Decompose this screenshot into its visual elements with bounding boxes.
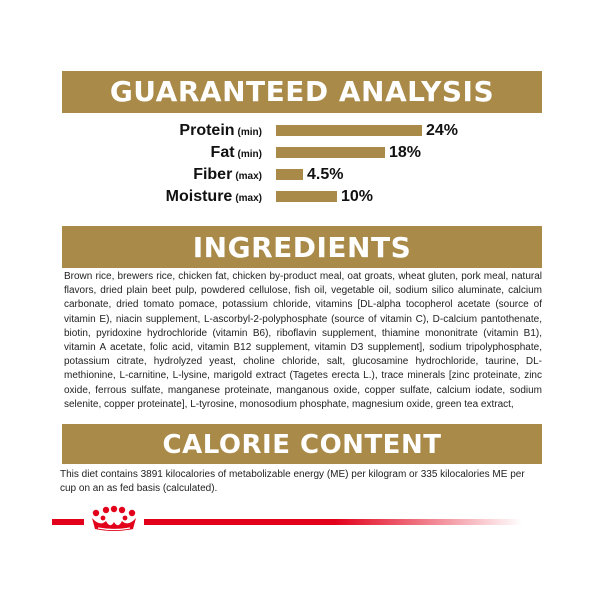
nutrient-label: Fiber (max) <box>193 166 262 183</box>
guaranteed-analysis-heading: GUARANTEED ANALYSIS <box>62 71 542 113</box>
ingredients-heading: INGREDIENTS <box>62 226 542 268</box>
nutrient-bar <box>276 125 422 136</box>
nutrient-label: Protein (min) <box>179 122 262 139</box>
calorie-content-text: This diet contains 3891 kilocalories of metabolizable energy (ME) per kilogram or 335 kilocalories ME per cup on an as fed basis (calculated). <box>60 469 525 494</box>
nutrient-value: 18% <box>389 144 422 161</box>
nutrient-value: 24% <box>426 122 459 139</box>
nutrient-value: 10% <box>341 188 374 205</box>
nutrient-row-protein <box>0 120 600 142</box>
nutrient-row-moisture <box>0 186 600 208</box>
nutrient-value: 4.5% <box>307 166 344 183</box>
royal-canin-crown-icon <box>84 505 144 535</box>
ingredients-text: Brown rice, brewers rice, chicken fat, chicken by-product meal, oat groats, wheat gluten, pork meal, natural flavors, dried plain beet pulp, powdered cellulose, fish oil, vegetable oil, sodium silico aluminate, calcium carbonate, dried tomato pomace, potassium chloride, vitamins [DL-alpha tocopherol acetate (source of vitamin E), niacin supplement, L-ascorbyl-2-polyphosphate (source of vitamin C), D-calcium pantothenate, biotin, pyridoxine hydrochloride (vitamin B6), riboflavin supplement, thiamine mononitrate (vitamin B1), vitamin A acetate, folic acid, vitamin B12 supplement, vitamin D3 supplement], sodium tripolyphosphate, potassium citrate, hydrolyzed yeast, choline chloride, salt, glucosamine hydrochloride, taurine, DL-methionine, L-carnitine, L-lysine, marigold extract (Tagetes erecta L.), trace minerals [zinc proteinate, zinc oxide, ferrous sulfate, manganese proteinate, manganous oxide, copper sulfate, calcium iodate, sodium selenite, copper proteinate], L-tyrosine, monosodium phosphate, magnesium oxide, green tea extract, <box>64 271 542 410</box>
nutrient-bar <box>276 169 303 180</box>
nutrient-row-fat <box>0 142 600 164</box>
nutrient-label: Fat (min) <box>210 144 262 161</box>
nutrient-bar <box>276 191 337 202</box>
calorie-content-heading: CALORIE CONTENT <box>62 424 542 464</box>
nutrient-label: Moisture (max) <box>165 188 262 205</box>
nutrient-row-fiber <box>0 164 600 186</box>
nutrient-bar <box>276 147 385 158</box>
